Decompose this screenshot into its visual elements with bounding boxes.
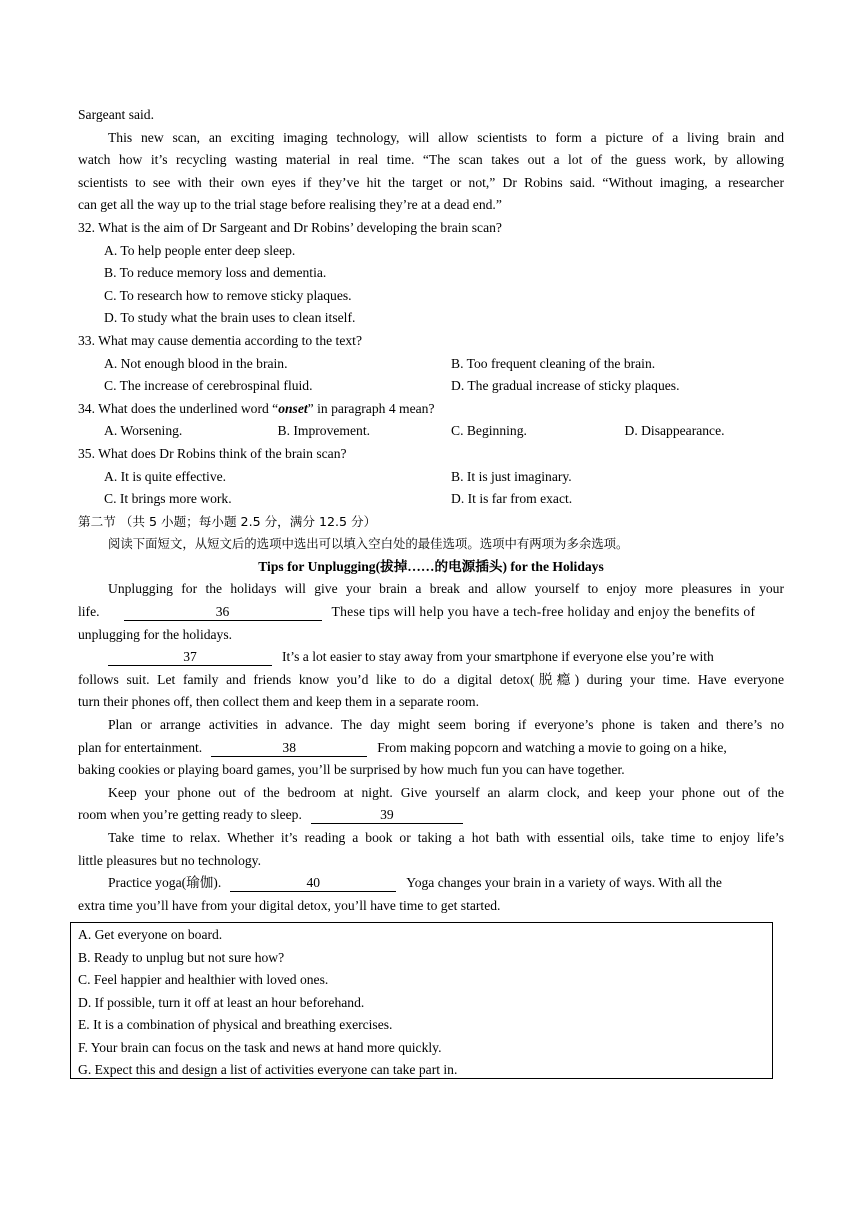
passage-text: These tips will help you have a tech-free holiday and enjoy the benefits of bbox=[331, 604, 756, 620]
question-32-option-b: B. To reduce memory loss and dementia. bbox=[104, 265, 327, 281]
question-34-stem bbox=[78, 398, 784, 421]
option-g: G. Expect this and design a list of activities everyone can take part in. bbox=[78, 1062, 458, 1077]
passage-line: follows suit. Let family and friends know you’d like to do a digital detox(脱瘾) during your time. Have everyone bbox=[78, 671, 784, 687]
passage-text: It’s a lot easier to stay away from your smartphone if everyone else you’re with bbox=[282, 649, 714, 665]
question-35-options-row bbox=[78, 466, 784, 489]
question-32-option-c: C. To research how to remove sticky plaques. bbox=[104, 287, 352, 303]
question-34-option-d: D. Disappearance. bbox=[624, 423, 725, 439]
passage-text: room when you’re getting ready to sleep. bbox=[78, 807, 302, 823]
option-a: A. Get everyone on board. bbox=[78, 927, 223, 942]
question-33-option-d: D. The gradual increase of sticky plaques. bbox=[451, 378, 680, 394]
passage-line: little pleasures but no technology. bbox=[78, 852, 261, 868]
passage-text: Practice yoga(瑜伽). bbox=[108, 875, 222, 891]
question-33-option-b: B. Too frequent cleaning of the brain. bbox=[451, 355, 656, 371]
option-d: D. If possible, turn it off at least an hour beforehand. bbox=[78, 994, 365, 1010]
passage-line bbox=[78, 646, 784, 669]
question-35-option-b: B. It is just imaginary. bbox=[451, 468, 572, 484]
underlined-word: onset bbox=[278, 400, 308, 416]
question-34-options-row bbox=[78, 420, 784, 443]
question-34-stem-before: 34. What does the underlined word “ bbox=[78, 400, 279, 416]
question-33-options-row bbox=[78, 353, 784, 376]
question-33-stem: 33. What may cause dementia according to the text? bbox=[78, 332, 362, 348]
passage-line: watch how it’s recycling wasting material in real time. “The scan takes out a lot of the guess work, by allowing bbox=[78, 152, 784, 168]
passage-line bbox=[78, 601, 784, 624]
question-34-option-a: A. Worsening. bbox=[104, 423, 183, 439]
passage-text: From making popcorn and watching a movie to going on a hike, bbox=[377, 739, 727, 755]
exam-page bbox=[78, 104, 784, 917]
passage-text: life. bbox=[78, 604, 100, 620]
passage-line bbox=[78, 872, 784, 895]
passage-line: can get all the way up to the trial stage before realising they’re at a dead end.” bbox=[78, 197, 502, 213]
passage-line: This new scan, an exciting imaging technology, will allow scientists to form a picture of a living brain and bbox=[108, 129, 784, 145]
options-box bbox=[70, 922, 773, 1079]
answer-blank-37[interactable]: 37 bbox=[108, 649, 272, 666]
question-32-option-a: A. To help people enter deep sleep. bbox=[104, 242, 296, 258]
question-33-option-c: C. The increase of cerebrospinal fluid. bbox=[104, 378, 313, 394]
option-c: C. Feel happier and healthier with loved ones. bbox=[78, 972, 329, 987]
question-32-stem: 32. What is the aim of Dr Sargeant and Dr Robins’ developing the brain scan? bbox=[78, 219, 502, 235]
option-f: F. Your brain can focus on the task and news at hand more quickly. bbox=[78, 1039, 442, 1055]
passage-line bbox=[78, 804, 784, 827]
question-34-stem-after: ” in paragraph 4 mean? bbox=[307, 400, 435, 416]
question-35-options-row bbox=[78, 488, 784, 511]
question-35-option-d: D. It is far from exact. bbox=[451, 491, 573, 507]
question-35-stem: 35. What does Dr Robins think of the brain scan? bbox=[78, 445, 347, 461]
answer-blank-36[interactable]: 36 bbox=[124, 604, 322, 621]
option-b: B. Ready to unplug but not sure how? bbox=[78, 949, 285, 965]
passage-text: plan for entertainment. bbox=[78, 739, 203, 755]
passage-line: extra time you’ll have from your digital detox, you’ll have time to get started. bbox=[78, 897, 501, 913]
question-34-option-c: C. Beginning. bbox=[451, 423, 527, 439]
question-33-option-a: A. Not enough blood in the brain. bbox=[104, 355, 288, 371]
passage-line bbox=[78, 737, 784, 760]
passage-line: Unplugging for the holidays will give your brain a break and allow yourself to enjoy more pleasures in your bbox=[108, 581, 784, 597]
question-35-option-c: C. It brings more work. bbox=[104, 491, 232, 507]
answer-blank-38[interactable]: 38 bbox=[211, 740, 367, 757]
passage-text: Yoga changes your brain in a variety of ways. With all the bbox=[406, 875, 722, 891]
passage-line: Plan or arrange activities in advance. The day might seem boring if everyone’s phone is taken and there’s no bbox=[108, 717, 784, 733]
answer-blank-39[interactable]: 39 bbox=[311, 807, 463, 824]
question-34-option-b: B. Improvement. bbox=[277, 423, 370, 439]
question-32-option-d: D. To study what the brain uses to clean itself. bbox=[104, 310, 356, 326]
passage-line: baking cookies or playing board games, you’ll be surprised by how much fun you can have together. bbox=[78, 762, 625, 778]
passage-line: Keep your phone out of the bedroom at night. Give yourself an alarm clock, and keep your phone out of the bbox=[108, 784, 784, 800]
passage-line: unplugging for the holidays. bbox=[78, 626, 233, 642]
answer-blank-40[interactable]: 40 bbox=[230, 875, 396, 892]
passage-title: Tips for Unplugging(拔掉……的电源插头) for the Holidays bbox=[258, 558, 604, 574]
section-heading: 第二节 （共 5 小题；每小题 2.5 分，满分 12.5 分） bbox=[78, 513, 377, 529]
section-instruction: 阅读下面短文，从短文后的选项中选出可以填入空白处的最佳选项。选项中有两项为多余选项。 bbox=[108, 536, 629, 552]
passage-line: turn their phones off, then collect them and keep them in a separate room. bbox=[78, 694, 480, 710]
question-33-options-row bbox=[78, 375, 784, 398]
passage-line: Sargeant said. bbox=[78, 107, 155, 122]
passage-line: scientists to see with their own eyes if they’ve hit the target or not,” Dr Robins said. “Without imaging, a researcher bbox=[78, 174, 784, 190]
passage-line: Take time to relax. Whether it’s reading a book or taking a hot bath with essential oils, take time to enjoy life’s bbox=[108, 830, 784, 845]
option-e: E. It is a combination of physical and breathing exercises. bbox=[78, 1017, 393, 1032]
question-35-option-a: A. It is quite effective. bbox=[104, 468, 227, 484]
